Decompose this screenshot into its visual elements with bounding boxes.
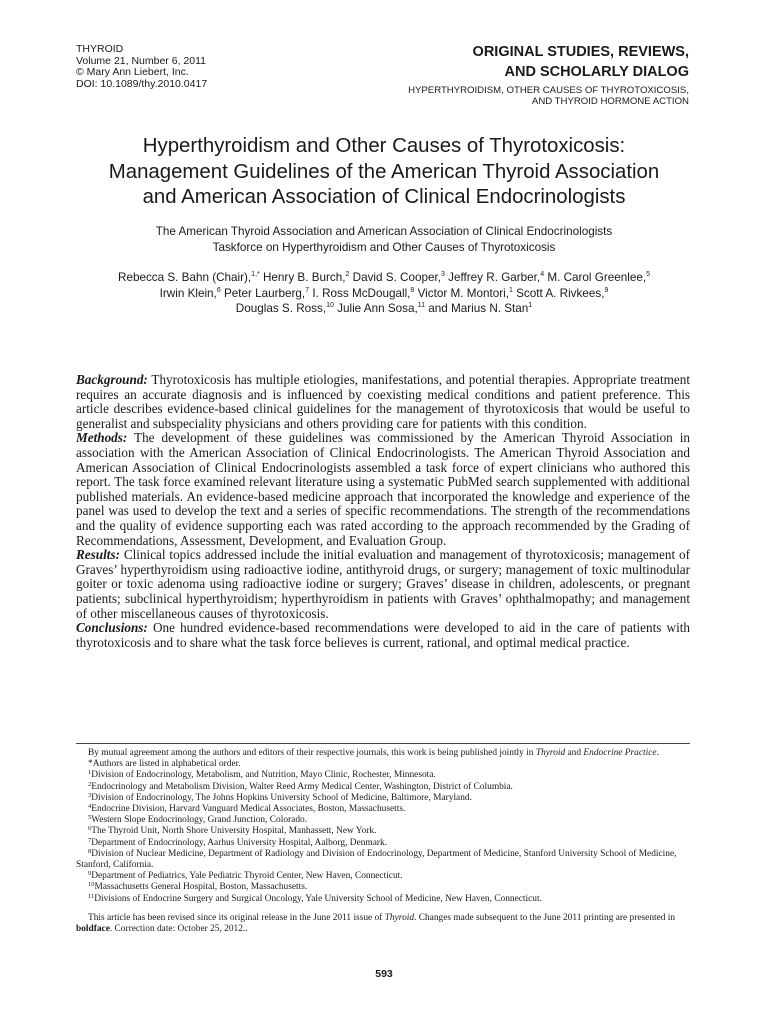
author-name: Irwin Klein, xyxy=(159,286,217,300)
abstract xyxy=(76,373,690,650)
title-line1: Hyperthyroidism and Other Causes of Thyrotoxicosis: xyxy=(142,135,626,157)
author-name: Julie Ann Sosa, xyxy=(337,302,418,315)
affiliation-text: Division of Endocrinology, Metabolism, and Nutrition, Mayo Clinic, Rochester, Minnesota. xyxy=(91,770,436,781)
affiliation-number: 3 xyxy=(88,791,92,799)
section-heading-line1: ORIGINAL STUDIES, REVIEWS, xyxy=(472,44,689,60)
abstract-methods-label: Methods: xyxy=(76,430,128,446)
abstract-methods xyxy=(76,431,690,548)
author-line xyxy=(0,286,768,302)
affiliation-text: Endocrine Division, Harvard Vanguard Medical Associates, Boston, Massachusetts. xyxy=(91,804,406,815)
abstract-results-text: Clinical topics addressed include the initial evaluation and management of thyrotoxicosis; management of Graves’ hyperthyroidism using radioactive iodine, antithyroid drugs, or surgery; management of toxic multinodular goiter or toxic adenoma using radioactive iodine or surgery; Graves’ disease in children, adolescents, or pregnant patients; subclinical hyperthyroidism; hyperthyroidism in patients with Graves’ ophthalmopathy; and management of other miscellaneous causes of thyrotoxicosis. xyxy=(76,547,690,621)
section-subheading-line1: HYPERTHYROIDISM, OTHER CAUSES OF THYROTOXICOSIS, xyxy=(408,85,689,96)
author-list xyxy=(0,270,768,317)
author-name: Henry B. Burch, xyxy=(262,271,346,284)
author-line xyxy=(0,301,768,317)
footnote-joint-publication: By mutual agreement among the authors and editors of their respective journals, this work is being published jointly in Thyroid and Endocrine Practice. xyxy=(88,748,659,758)
affiliation-footnote xyxy=(76,804,690,815)
affiliation-footnote xyxy=(76,871,690,882)
affiliation-text: Massachusetts General Hospital, Boston, Massachusetts. xyxy=(94,882,308,893)
author-affiliation-mark: 3 xyxy=(441,271,445,278)
author-name: M. Carol Greenlee, xyxy=(547,271,647,284)
affiliation-text: The Thyroid Unit, North Shore University Hospital, Manhassett, New York. xyxy=(91,826,377,837)
author-affiliation-mark: 7 xyxy=(305,286,310,294)
title-line3: and American Association of Clinical Endocrinologists xyxy=(142,186,626,208)
author-affiliation-mark: 4 xyxy=(540,271,545,278)
page-number: 593 xyxy=(375,968,393,980)
abstract-background-label: Background: xyxy=(76,372,148,387)
abstract-conclusions xyxy=(76,621,690,650)
journal-copyright: © Mary Ann Liebert, Inc. xyxy=(76,66,189,79)
affiliation-footnote xyxy=(76,815,690,826)
affiliation-footnote xyxy=(76,849,690,871)
affiliation-footnote xyxy=(76,882,690,893)
affiliation-number: 9 xyxy=(88,870,92,878)
section-subheading xyxy=(408,85,689,108)
author-line xyxy=(0,270,768,286)
abstract-methods-text: The development of these guidelines was commissioned by the American Thyroid Association in association with the American Association of Clinical Endocrinologists. The American Thyroid Association and American Association of Clinical Endocrinologists assembled a task force of expert clinicians who authored this report. The task force examined relevant literature using a systematic PubMed search supplemented with additional published materials. An evidence-based medicine approach that incorporated the knowledge and experience of the panel was used to develop the text and a series of specific recommendations. The strength of the recommendations and the quality of evidence supporting each was rated according to the approach recommended by the Grading of Recommendations, Assessment, Development, and Evaluation Group. xyxy=(76,430,690,548)
affiliation-text: Western Slope Endocrinology, Grand Junction, Colorado. xyxy=(91,815,308,826)
author-name: Victor M. Montori, xyxy=(417,286,509,300)
author-affiliation-mark: 8 xyxy=(410,286,415,294)
abstract-background-text: Thyrotoxicosis has multiple etiologies, manifestations, and potential therapies. Appropriate treatment requires an accurate diagnosis and is influenced by coexisting medical conditions and patient preference. This article describes evidence-based clinical guidelines for the management of thyrotoxicosis that would be useful to generalist and subspeciality physicians and others providing care for patients with this condition. xyxy=(76,372,690,431)
author-affiliation-mark: 1 xyxy=(528,302,533,309)
author-name: and Marius N. Stan xyxy=(428,302,529,315)
author-name: Scott A. Rivkees, xyxy=(516,286,605,300)
affiliation-number: 8 xyxy=(88,847,92,855)
author-name: I. Ross McDougall, xyxy=(312,286,411,300)
affiliation-list xyxy=(76,770,690,904)
author-name: Jeffrey R. Garber, xyxy=(448,271,541,284)
affiliation-number: 1 xyxy=(88,769,92,777)
author-affiliation-mark: 11 xyxy=(417,302,425,309)
taskforce-line1: The American Thyroid Association and American Association of Clinical Endocrinologists xyxy=(155,225,613,238)
taskforce-line2: Taskforce on Hyperthyroidism and Other Causes of Thyrotoxicosis xyxy=(212,240,556,254)
affiliation-footnote xyxy=(76,826,690,837)
abstract-results xyxy=(76,548,690,621)
affiliation-number: 6 xyxy=(88,825,92,833)
affiliation-text: Division of Endocrinology, The Johns Hopkins University School of Medicine, Baltimore, Maryland. xyxy=(91,792,472,803)
affiliation-number: 5 xyxy=(88,814,92,822)
affiliation-text: Department of Endocrinology, Aarhus University Hospital, Aalborg, Denmark. xyxy=(91,837,388,848)
abstract-results-label: Results: xyxy=(76,547,120,563)
affiliation-number: 7 xyxy=(88,836,92,844)
abstract-conclusions-label: Conclusions: xyxy=(76,620,148,636)
abstract-conclusions-text: One hundred evidence-based recommendations were developed to aid in the care of patients with thyrotoxicosis and to share what the task force believes is current, rational, and optimal medical practice. xyxy=(76,620,690,650)
author-affiliation-mark: 5 xyxy=(646,271,650,278)
affiliation-number: 2 xyxy=(88,780,92,788)
affiliation-text: Division of Nuclear Medicine, Department of Radiology and Division of Endocrinology, Department of Medicine, Stanford University School of Medicine, Stanford, California. xyxy=(76,848,677,871)
author-affiliation-mark: 10 xyxy=(326,302,334,309)
journal-meta xyxy=(76,44,207,90)
author-name: David S. Cooper, xyxy=(352,271,441,284)
footnotes xyxy=(76,746,690,935)
author-name: Peter Laurberg, xyxy=(223,286,306,300)
affiliation-footnote xyxy=(76,770,690,781)
footnote-alphabetical: *Authors are listed in alphabetical order. xyxy=(88,759,241,770)
footnote-revision: This article has been revised since its original release in the June 2011 issue of Thyroid. Changes made subsequent to the June 2011 printing are presented in boldface. Correction date: October 25, 2012.. xyxy=(76,912,676,935)
abstract-background xyxy=(76,373,690,431)
affiliation-footnote xyxy=(76,838,690,849)
article-title xyxy=(0,134,768,211)
author-affiliation-mark: 9 xyxy=(604,286,609,294)
taskforce-byline xyxy=(0,224,768,255)
affiliation-number: 10 xyxy=(88,881,95,889)
affiliation-text: Department of Pediatrics, Yale Pediatric Thyroid Center, New Haven, Connecticut. xyxy=(91,871,403,882)
author-affiliation-mark: 6 xyxy=(216,286,221,294)
author-name: Douglas S. Ross, xyxy=(235,302,327,315)
title-line2: Management Guidelines of the American Thyroid Association xyxy=(108,160,660,183)
journal-name: THYROID xyxy=(76,43,124,55)
section-header xyxy=(408,42,689,108)
footnote-divider xyxy=(76,743,690,744)
section-heading-line2: AND SCHOLARLY DIALOG xyxy=(504,64,689,80)
affiliation-text: Divisions of Endocrine Surgery and Surgical Oncology, Yale University School of Medicine, New Haven, Connecticut. xyxy=(94,893,542,904)
author-affiliation-mark: 1 xyxy=(508,286,513,294)
affiliation-text: Endocrinology and Metabolism Division, Walter Reed Army Medical Center, Washington, District of Columbia. xyxy=(91,781,513,792)
author-affiliation-mark: 2 xyxy=(345,271,350,278)
journal-doi: DOI: 10.1089/thy.2010.0417 xyxy=(76,77,208,90)
author-affiliation-mark: 1,* xyxy=(251,271,260,278)
journal-volume: Volume 21, Number 6, 2011 xyxy=(76,54,206,67)
affiliation-footnote xyxy=(76,894,690,905)
section-subheading-line2: AND THYROID HORMONE ACTION xyxy=(531,96,689,108)
affiliation-footnote xyxy=(76,793,690,804)
affiliation-number: 11 xyxy=(88,892,95,900)
affiliation-footnote xyxy=(76,782,690,793)
author-name: Rebecca S. Bahn (Chair), xyxy=(118,271,252,284)
affiliation-number: 4 xyxy=(88,803,92,811)
